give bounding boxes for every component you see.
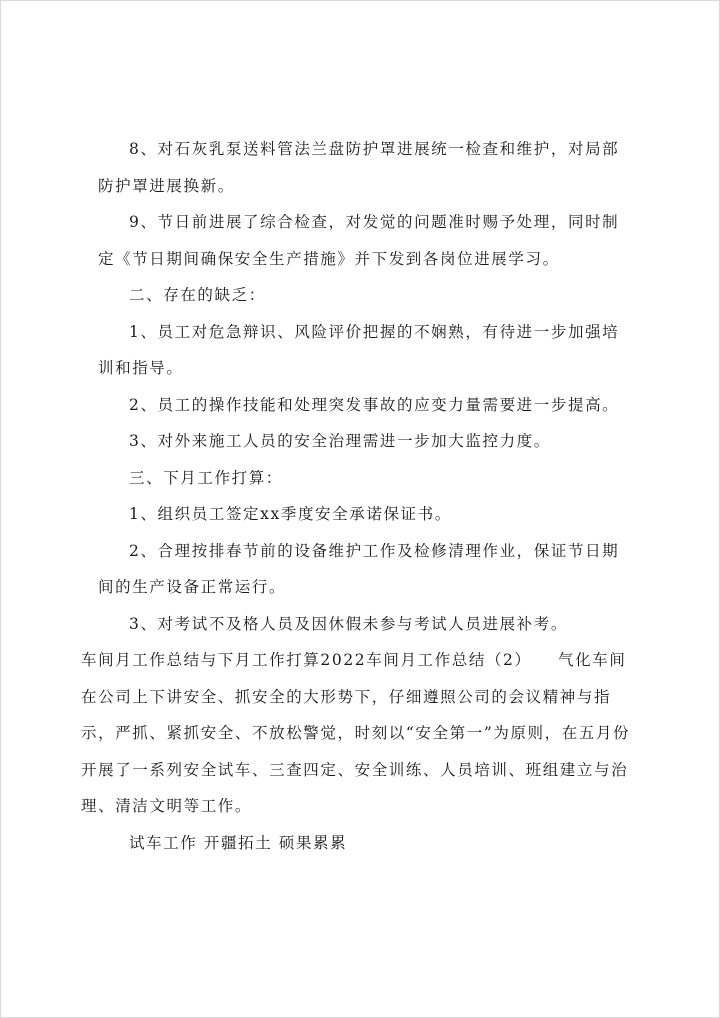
paragraph-plan-1: 1、组织员工签定xx季度安全承诺保证书。 — [129, 505, 452, 523]
paragraph-shortcoming-1: 1、员工对危急辩识、风险评价把握的不娴熟，有待进一步加强培训和指导。 — [98, 322, 620, 377]
paragraph-shortcoming-3: 3、对外来施工人员的安全治理需进一步加大监控力度。 — [129, 432, 551, 450]
paragraph-plan-2: 2、合理按排春节前的设备维护工作及检修清理作业，保证节日期间的生产设备正常运行。 — [98, 541, 620, 596]
paragraph-shortcoming-2: 2、员工的操作技能和处理突发事故的应变力量需要进一步提高。 — [129, 395, 620, 414]
paragraph-plan-3: 3、对考试不及格人员及因休假未参与考试人员进展补考。 — [129, 614, 568, 633]
paragraph-item-9: 9、节日前进展了综合检查，对发觉的问题准时赐予处理，同时制定《节日期间确保安全生产措施》并下发到各岗位进展学习。 — [98, 213, 620, 268]
document-body — [81, 131, 632, 861]
section-heading-next-month-plan: 三、下月工作打算： — [129, 468, 283, 487]
paragraph-workshop-summary: 车间月工作总结与下月工作打算2022车间月工作总结（2） 气化车间在公司上下讲安全、抓安全的大形势下，仔细遵照公司的会议精神与指示，严抓、紧抓安全、不放松警觉，时刻以“安全第一”为原则，在五月份开展了一系列安全试车、三查四定、安全训练、人员培训、班组建立与治理、清洁文明等工作。 — [81, 651, 631, 815]
section-heading-shortcomings: 二、存在的缺乏： — [129, 286, 266, 304]
subheading-trial-run: 试车工作 开疆拓土 硕果累累 — [129, 833, 348, 852]
paragraph-item-8: 8、对石灰乳泵送料管法兰盘防护罩进展统一检查和维护，对局部防护罩进展换新。 — [98, 140, 620, 195]
